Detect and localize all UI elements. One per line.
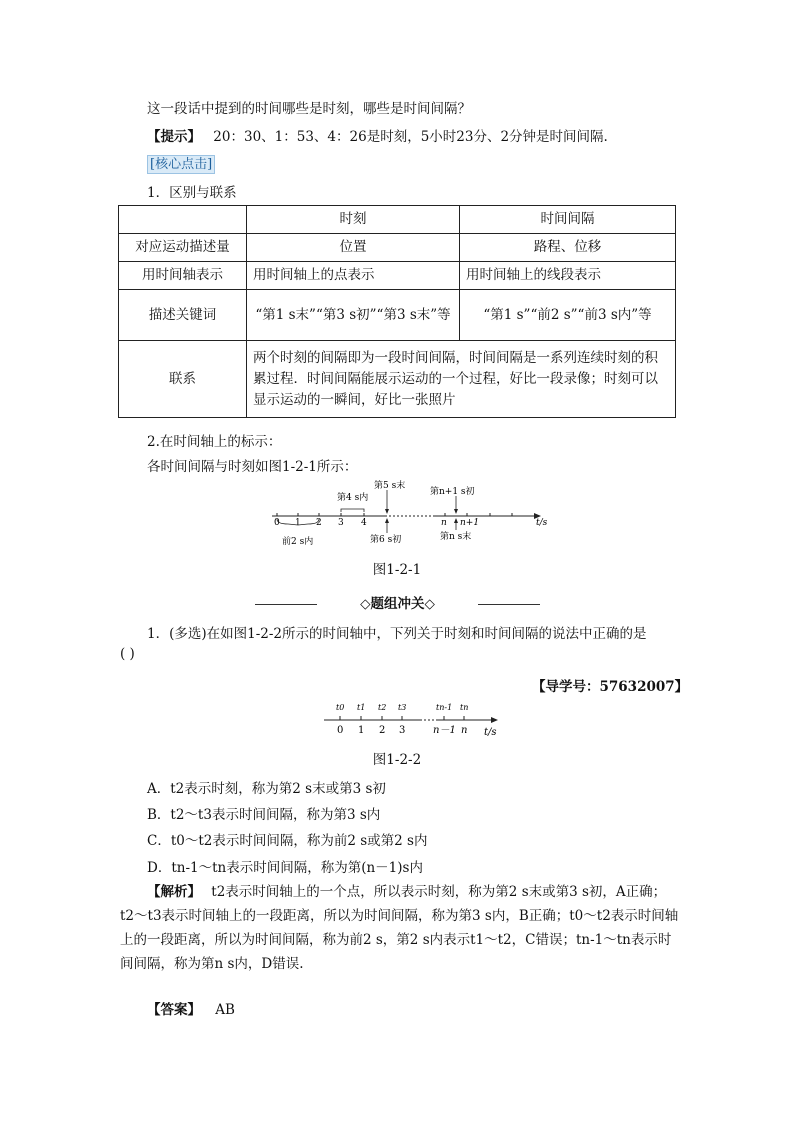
tick-top-label: tn-1 bbox=[436, 703, 453, 712]
arrow-down-icon bbox=[454, 509, 458, 514]
divider-rule-right bbox=[478, 604, 540, 605]
arrow-down-icon bbox=[385, 509, 389, 514]
label-s6start: 第6 s初 bbox=[370, 535, 402, 545]
option-b: B．t2～t3表示时间间隔，称为第3 s内 bbox=[147, 807, 381, 823]
answer-label: 【答案】 bbox=[147, 1002, 201, 1018]
tick-label: n－1 bbox=[433, 725, 456, 736]
table-header-row bbox=[119, 206, 676, 234]
label-nplus1start: 第n+1 s初 bbox=[430, 487, 475, 497]
tick-label: 0 bbox=[274, 518, 280, 528]
table-cell: 时间间隔 bbox=[460, 206, 676, 234]
hint-label: 【提示】 bbox=[147, 129, 201, 145]
point1-title: 1．区别与联系 bbox=[147, 185, 237, 201]
analysis-label: 【解析】 bbox=[147, 884, 201, 900]
table-row bbox=[119, 234, 676, 262]
timeline-figure-1 bbox=[260, 478, 550, 550]
table-cell: “第1 s末”“第3 s初”“第3 s末”等 bbox=[247, 290, 460, 341]
intro-question: 这一段话中提到的时间哪些是时刻，哪些是时间间隔？ bbox=[147, 101, 471, 117]
guide-number: 【导学号：57632007】 bbox=[532, 679, 689, 695]
tick-label: 1 bbox=[295, 518, 301, 528]
question-stem-line2: ( ) bbox=[120, 646, 135, 662]
arrow-up-icon bbox=[454, 518, 458, 523]
table-cell: “第1 s”“前2 s”“前3 s内”等 bbox=[460, 290, 676, 341]
table-cell: 用时间轴上的线段表示 bbox=[460, 262, 676, 290]
tick-top-label: t3 bbox=[398, 703, 407, 712]
label-s4: 第4 s内 bbox=[337, 493, 369, 503]
axis-arrow-icon bbox=[491, 717, 498, 723]
table-cell: 两个时刻的间隔即为一段时间间隔，时间间隔是一系列连续时刻的积累过程．时间间隔能展示运动的一个过程，好比一段录像；时刻可以显示运动的一瞬间，好比一张照片 bbox=[247, 341, 676, 418]
tick-top-label: t1 bbox=[357, 703, 366, 712]
label-s5end: 第5 s末 bbox=[374, 481, 406, 491]
table-cell: 路程、位移 bbox=[460, 234, 676, 262]
tick-top-label: t2 bbox=[378, 703, 387, 712]
table-cell: 时刻 bbox=[247, 206, 460, 234]
axis-label: t/s bbox=[536, 518, 548, 528]
option-a: A．t2表示时刻，称为第2 s末或第3 s初 bbox=[147, 781, 386, 797]
table-cell: 描述关键词 bbox=[119, 290, 247, 341]
tick-label: 3 bbox=[338, 518, 344, 528]
tick-label: n+1 bbox=[460, 518, 480, 528]
arrow-up-icon bbox=[385, 518, 389, 523]
comparison-table bbox=[118, 205, 676, 418]
tick-label: n bbox=[441, 518, 447, 528]
option-c: C．t0～t2表示时间间隔，称为前2 s或第2 s内 bbox=[147, 833, 428, 849]
table-cell: 用时间轴上的点表示 bbox=[247, 262, 460, 290]
analysis-text: t2表示时间轴上的一个点，所以表示时刻，称为第2 s末或第3 s初，A正确；t2～t3表示时间轴上的一段距离，所以为时间间隔，称为第3 s内，B正确；t0～t2表示时间轴上的一段距离，所以为时间间隔，称为前2 s，第2 s内表示t1～t2，C错误；tn-1～tn表示时间间隔，称为第n s内，D错误. bbox=[120, 884, 679, 972]
tick-label: 1 bbox=[358, 725, 365, 736]
divider-text: ◇题组冲关◇ bbox=[360, 596, 435, 612]
tick-label: 2 bbox=[316, 518, 322, 528]
tick-label: 2 bbox=[379, 725, 386, 736]
axis-label: t/s bbox=[484, 727, 497, 738]
bracket-s4 bbox=[341, 509, 364, 512]
table-cell: 位置 bbox=[247, 234, 460, 262]
tick-label: 4 bbox=[361, 518, 367, 528]
hint-line bbox=[147, 125, 608, 145]
point2-title: 2.在时间轴上的标示： bbox=[147, 434, 282, 450]
figure-caption-1: 图1-2-1 bbox=[372, 562, 422, 578]
table-row bbox=[119, 341, 676, 418]
table-row bbox=[119, 290, 676, 341]
question-stem-line1: 1．(多选)在如图1-2-2所示的时间轴中，下列关于时刻和时间间隔的说法中正确的是 bbox=[147, 626, 647, 642]
section-divider bbox=[255, 595, 540, 613]
figure-caption-2: 图1-2-2 bbox=[372, 752, 422, 768]
tick-label: 3 bbox=[399, 725, 406, 736]
answer-text: AB bbox=[215, 1002, 235, 1018]
tick-label: 0 bbox=[337, 725, 344, 736]
tick-label: n bbox=[461, 725, 468, 736]
label-first2: 前2 s内 bbox=[282, 537, 314, 547]
hint-text: 20：30、1：53、4：26是时刻，5小时23分、2分钟是时间间隔. bbox=[213, 129, 608, 145]
table-cell: 对应运动描述量 bbox=[119, 234, 247, 262]
answer-line bbox=[147, 998, 235, 1018]
label-nend: 第n s末 bbox=[440, 532, 472, 542]
table-row bbox=[119, 262, 676, 290]
point2-desc: 各时间间隔与时刻如图1-2-1所示： bbox=[147, 459, 358, 475]
table-cell: 联系 bbox=[119, 341, 247, 418]
tick-top-label: t0 bbox=[336, 703, 345, 712]
timeline-figure-2 bbox=[320, 700, 510, 742]
section-badge: [核心点击] bbox=[147, 155, 215, 174]
table-cell: 用时间轴表示 bbox=[119, 262, 247, 290]
option-d: D．tn-1～tn表示时间间隔，称为第(n－1)s内 bbox=[147, 860, 423, 876]
table-cell bbox=[119, 206, 247, 234]
tick-top-label: tn bbox=[460, 703, 469, 712]
divider-rule-left bbox=[255, 604, 317, 605]
analysis-paragraph bbox=[120, 880, 680, 976]
